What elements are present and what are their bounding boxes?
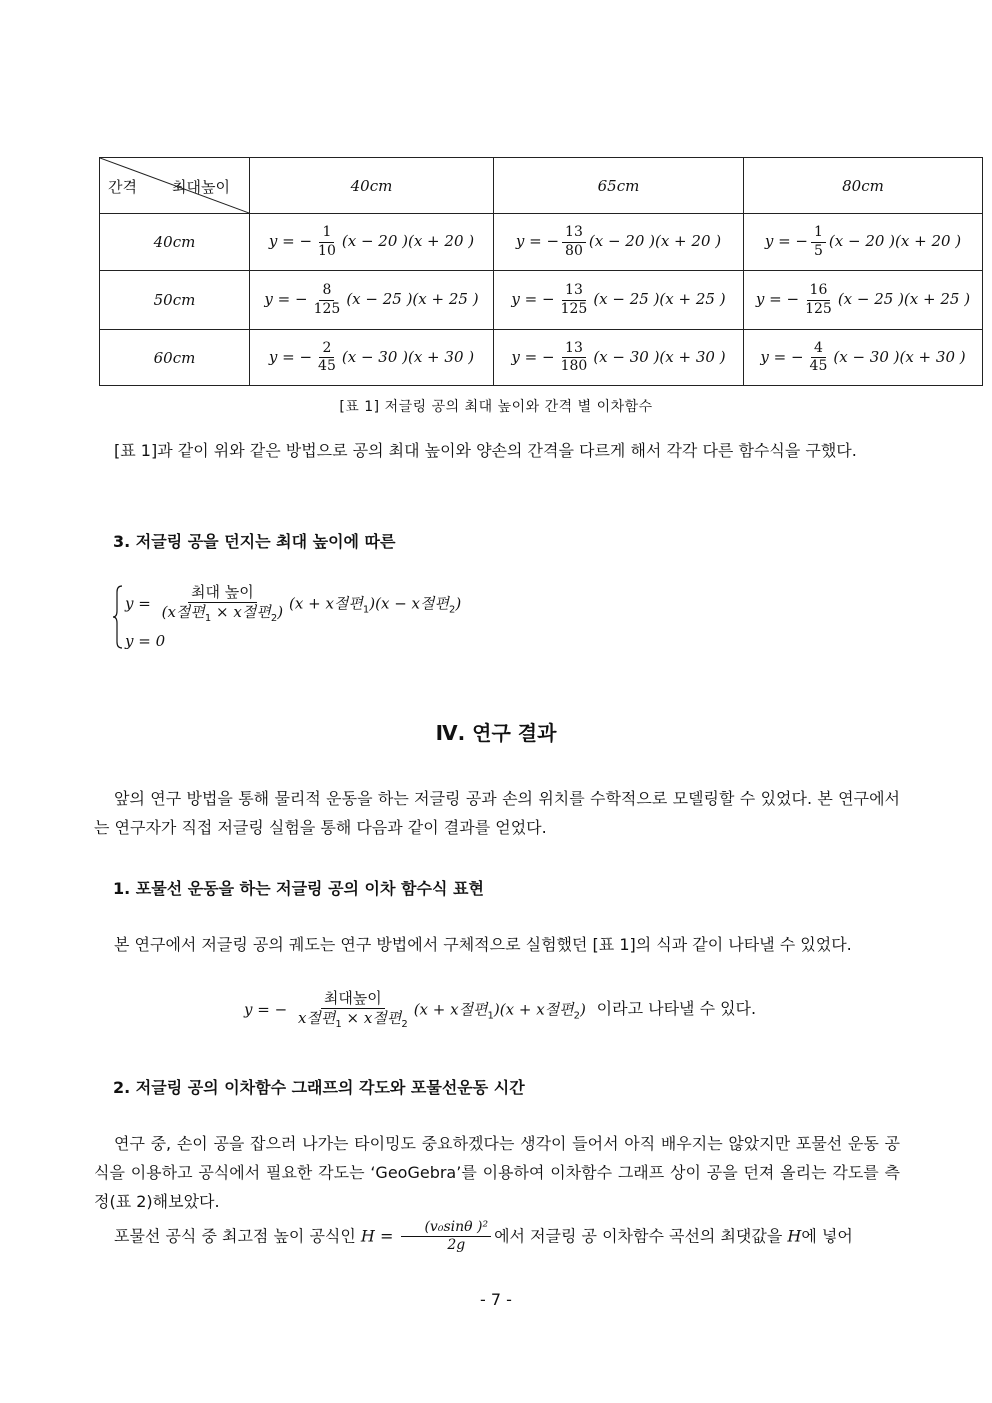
table-cell: y = − $\frac{13}{180}$ (x − 30 )(x + 30 ) — [494, 330, 744, 386]
corner-label-max-height: 최대높이 — [172, 178, 230, 196]
row-header: 50cm — [100, 271, 250, 330]
table-cell: y = − $\frac{13}{80}$ (x − 20 )(x + 20 ) — [494, 214, 744, 271]
table-corner-cell — [100, 158, 250, 214]
section-title: Ⅳ. 연구 결과 — [435, 721, 557, 745]
left-brace-icon — [113, 584, 123, 650]
row-header: 60cm — [100, 330, 250, 386]
paragraph: 포물선 공식 중 최고점 높이 공식인 H = $\frac{\text{(v₀sinθ )²}}{2g}$ 에서 저글링 공 이차함수 곡선의 최댓값을 H에 넣어 — [114, 1219, 853, 1254]
paragraph: [표 1]과 같이 위와 같은 방법으로 공의 최대 높이와 양손의 간격을 다르게 해서 각각 다른 함수식을 구했다. — [114, 441, 857, 460]
paragraph: 본 연구에서 저글링 공의 궤도는 연구 방법에서 구체적으로 실험했던 [표 1]의 식과 같이 나타낼 수 있었다. — [114, 935, 852, 954]
table-cell: y = − $\frac{1}{10}$ (x − 20 )(x + 20 ) — [250, 214, 494, 271]
page-number: - 7 - — [480, 1290, 512, 1309]
table-row — [100, 330, 983, 386]
paragraph: 연구 중, 손이 공을 잡으러 나가는 타이밍도 중요하겠다는 생각이 들어서 아직 배우지는 않았지만 포물선 운동 공식을 이용하고 공식에서 필요한 각도는 ‘GeoGebra’를 이용하여 이차함수 그래프 상이 공을 던져 올리는 각도를 측정(표 2)해보았다. — [94, 1134, 900, 1211]
quadratic-formula: y = − $\frac{\text{최대높이}}{x절편_1 \times x절편_2}$ (x + x절편$_1$)(x + x절편$_2$) 이라고 나타낼 수 있다. — [244, 989, 757, 1030]
table-cell: y = − $\frac{1}{5}$ (x − 20 )(x + 20 ) — [744, 214, 983, 271]
subsection-heading: 2. 저글링 공의 이차함수 그래프의 각도와 포물선운동 시간 — [113, 1078, 525, 1097]
section-heading: 3. 저글링 공을 던지는 최대 높이에 따른 — [113, 532, 396, 551]
function-table — [99, 157, 983, 386]
col-header: 80cm — [744, 158, 983, 214]
table-cell: y = − $\frac{13}{125}$ (x − 25 )(x + 25 ) — [494, 271, 744, 330]
row-header: 40cm — [100, 214, 250, 271]
col-header: 65cm — [494, 158, 744, 214]
table-caption: [표 1] 저글링 공의 최대 높이와 간격 별 이차함수 — [339, 399, 653, 415]
table-row — [100, 214, 983, 271]
table-cell: y = − $\frac{4}{45}$ (x − 30 )(x + 30 ) — [744, 330, 983, 386]
table-cell: y = − $\frac{8}{125}$ (x − 25 )(x + 25 ) — [250, 271, 494, 330]
corner-label-interval: 간격 — [108, 178, 137, 196]
col-header: 40cm — [250, 158, 494, 214]
paragraph: 앞의 연구 방법을 통해 물리적 운동을 하는 저글링 공과 손의 위치를 수학적으로 모델링할 수 있었다. 본 연구에서는 연구자가 직접 저글링 실험을 통해 다음과 같이 결과를 얻었다. — [94, 789, 900, 837]
table-cell: y = − $\frac{2}{45}$ (x − 30 )(x + 30 ) — [250, 330, 494, 386]
table-row — [100, 271, 983, 330]
table-cell: y = − $\frac{16}{125}$ (x − 25 )(x + 25 ) — [744, 271, 983, 330]
subsection-heading: 1. 포물선 운동을 하는 저글링 공의 이차 함수식 표현 — [113, 879, 484, 898]
